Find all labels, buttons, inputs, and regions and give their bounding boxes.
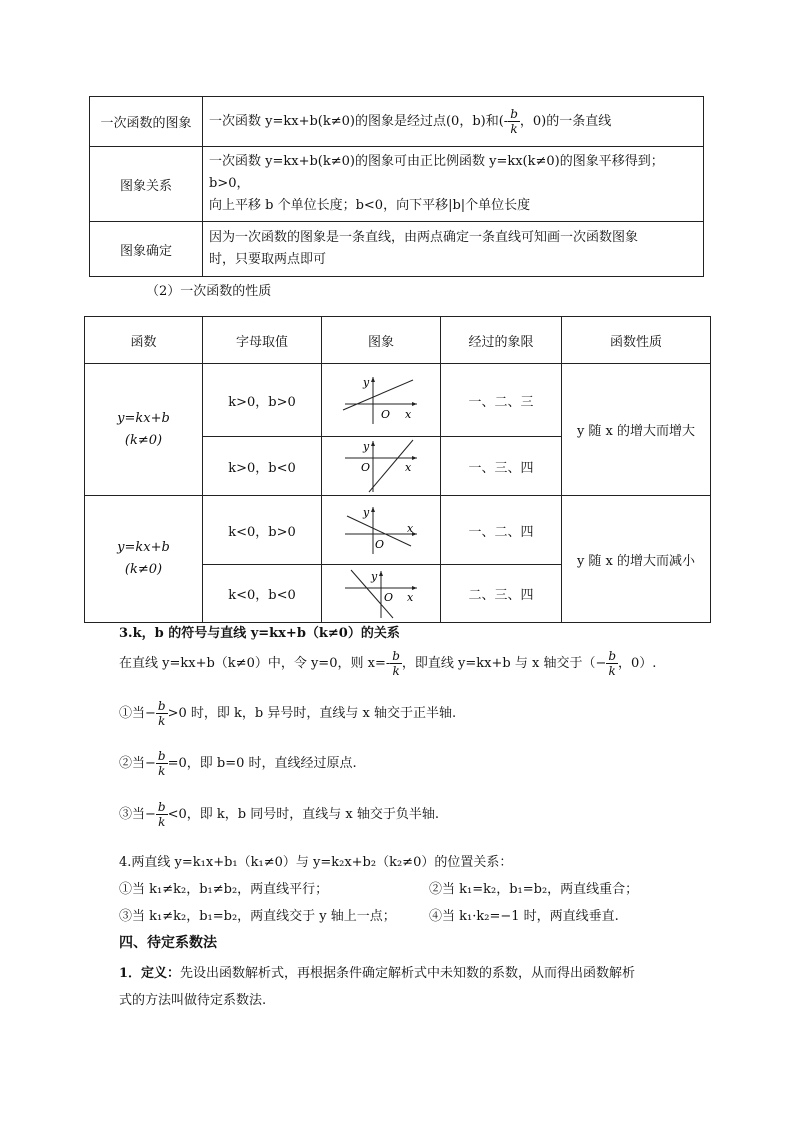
fraction-b-over-k bbox=[156, 699, 168, 728]
frac-num: b bbox=[157, 749, 166, 763]
function-expression: y=kx+b bbox=[117, 540, 170, 555]
frac-den: k bbox=[158, 764, 166, 778]
property-cell-increasing: y 随 x 的增大而增大 bbox=[562, 364, 711, 496]
section-3-title: 3.k，b 的符号与直线 y=kx+b（k≠0）的关系 bbox=[119, 626, 400, 641]
definition-text: 先设出函数解析式，再根据条件确定解析式中未知数的系数，从而得出函数解析 bbox=[180, 966, 636, 981]
graph-k-pos-b-neg bbox=[341, 438, 421, 494]
header-property: 函数性质 bbox=[562, 317, 711, 364]
function-cell-decreasing bbox=[85, 496, 203, 623]
definition-label: 1．定义： bbox=[119, 966, 181, 981]
relation-item-3: ③当 k₁≠k₂，b₁=b₂，两直线交于 y 轴上一点； bbox=[119, 909, 396, 924]
axis-x-label: x bbox=[405, 408, 412, 421]
values-cell: k<0，b>0 bbox=[203, 496, 322, 565]
frac-num: b bbox=[510, 107, 518, 121]
graph-text-before: 一次函数 y=kx+b(k≠0)的图象是经过点(0，b)和(- bbox=[209, 114, 509, 129]
axis-x-label: x bbox=[407, 590, 414, 604]
definition-line-2: 式的方法叫做待定系数法. bbox=[119, 993, 267, 1008]
row-text-determine bbox=[203, 222, 704, 277]
intro-part-b: ，即直线 y=kx+b 与 x 轴交于（− bbox=[401, 656, 607, 671]
frac-num: b bbox=[157, 800, 166, 814]
axis-x-label: x bbox=[405, 461, 412, 474]
frac-den: k bbox=[158, 815, 166, 829]
frac-den: k bbox=[392, 664, 400, 678]
header-function: 函数 bbox=[85, 317, 203, 364]
axis-x-label: x bbox=[407, 522, 414, 535]
frac-den: k bbox=[510, 122, 518, 136]
quadrants-cell: 一、二、三 bbox=[441, 364, 562, 437]
quadrants-cell: 一、三、四 bbox=[441, 437, 562, 496]
relation-line-1: 一次函数 y=kx+b(k≠0)的图象可由正比例函数 y=kx(k≠0)的图象平移得到；b>0， bbox=[209, 154, 664, 191]
row-text-relation bbox=[203, 147, 704, 222]
axis-y-label: y bbox=[363, 376, 370, 389]
frac-num: b bbox=[392, 649, 400, 663]
determine-line-2: 时，只要取两点即可 bbox=[209, 252, 327, 267]
origin-label: O bbox=[381, 408, 391, 421]
quadrants-cell: 一、二、四 bbox=[441, 496, 562, 565]
item-suffix: <0，即 k，b 同号时，直线与 x 轴交于负半轴. bbox=[167, 807, 439, 822]
determine-line-1: 因为一次函数的图象是一条直线，由两点确定一条直线可知画一次函数图象 bbox=[209, 230, 639, 245]
axis-y-label: y bbox=[363, 440, 370, 453]
section-3-item-2 bbox=[119, 749, 357, 778]
item-suffix: =0，即 b=0 时，直线经过原点. bbox=[167, 756, 357, 771]
fraction-b-over-k bbox=[156, 749, 168, 778]
section-2-title: （2）一次函数的性质 bbox=[146, 284, 272, 299]
section-3-item-3 bbox=[119, 800, 439, 829]
relation-item-4: ④当 k₁·k₂=−1 时，两直线垂直. bbox=[429, 909, 619, 924]
values-cell: k>0，b<0 bbox=[203, 437, 322, 496]
graph-cell bbox=[322, 437, 441, 496]
row-text-graph bbox=[203, 97, 704, 147]
quadrants-cell: 二、三、四 bbox=[441, 565, 562, 623]
header-quadrants: 经过的象限 bbox=[441, 317, 562, 364]
origin-label: O bbox=[384, 590, 394, 604]
graph-k-pos-b-pos bbox=[341, 374, 421, 426]
section-3 bbox=[119, 622, 719, 842]
section-4 bbox=[119, 851, 739, 926]
section-4-title: 4.两直线 y=k₁x+b₁（k₁≠0）与 y=k₂x+b₂（k₂≠0）的位置关系： bbox=[119, 855, 513, 870]
graph-k-neg-b-pos bbox=[341, 504, 421, 556]
item-suffix: >0 时，即 k，b 异号时，直线与 x 轴交于正半轴. bbox=[167, 706, 457, 721]
fraction-b-over-k bbox=[390, 649, 402, 678]
header-graph: 图象 bbox=[322, 317, 441, 364]
fraction-b-over-k bbox=[508, 107, 520, 136]
graph-text-after: ，0)的一条直线 bbox=[519, 114, 612, 129]
definition-block bbox=[119, 960, 719, 1014]
graph-cell bbox=[322, 496, 441, 565]
heading-undetermined-coefficients: 四、待定系数法 bbox=[119, 935, 217, 951]
graph-properties-table bbox=[89, 96, 704, 277]
definition-line-1 bbox=[119, 960, 719, 987]
relation-item-2: ②当 k₁=k₂，b₁=b₂，两直线重合； bbox=[429, 882, 639, 897]
frac-num: b bbox=[157, 699, 166, 713]
section-3-item-1 bbox=[119, 699, 456, 728]
item-prefix: ①当− bbox=[119, 706, 156, 721]
row-label-relation: 图象关系 bbox=[90, 147, 203, 222]
relation-item-1: ①当 k₁≠k₂，b₁≠b₂，两直线平行； bbox=[119, 882, 329, 897]
intro-part-c: ，0）. bbox=[618, 656, 657, 671]
origin-label: O bbox=[361, 461, 371, 474]
values-cell: k>0，b>0 bbox=[203, 364, 322, 437]
function-expression: y=kx+b bbox=[117, 410, 170, 426]
function-cell-increasing bbox=[85, 364, 203, 496]
intro-part-a: 在直线 y=kx+b（k≠0）中，令 y=0，则 x=- bbox=[119, 656, 391, 671]
function-condition: (k≠0) bbox=[124, 432, 163, 448]
frac-den: k bbox=[158, 714, 166, 728]
function-condition: (k≠0) bbox=[124, 562, 163, 577]
relation-line-2: 向上平移 b 个单位长度；b<0，向下平移|b|个单位长度 bbox=[209, 198, 531, 213]
property-cell-decreasing: y 随 x 的增大而减小 bbox=[562, 496, 711, 623]
header-values: 字母取值 bbox=[203, 317, 322, 364]
function-properties-table bbox=[84, 316, 711, 623]
item-prefix: ③当− bbox=[119, 807, 156, 822]
fraction-b-over-k bbox=[606, 649, 618, 678]
row-label-graph: 一次函数的图象 bbox=[90, 97, 203, 147]
graph-cell bbox=[322, 565, 441, 623]
fraction-b-over-k bbox=[156, 800, 168, 829]
graph-cell bbox=[322, 364, 441, 437]
axis-y-label: y bbox=[371, 569, 378, 583]
axis-y-label: y bbox=[363, 506, 370, 519]
origin-label: O bbox=[375, 538, 385, 551]
item-prefix: ②当− bbox=[119, 756, 156, 771]
row-label-determine: 图象确定 bbox=[90, 222, 203, 277]
frac-den: k bbox=[608, 664, 616, 678]
values-cell: k<0，b<0 bbox=[203, 565, 322, 623]
section-3-intro bbox=[119, 649, 656, 678]
graph-k-neg-b-neg bbox=[341, 568, 421, 620]
frac-num: b bbox=[608, 649, 617, 663]
